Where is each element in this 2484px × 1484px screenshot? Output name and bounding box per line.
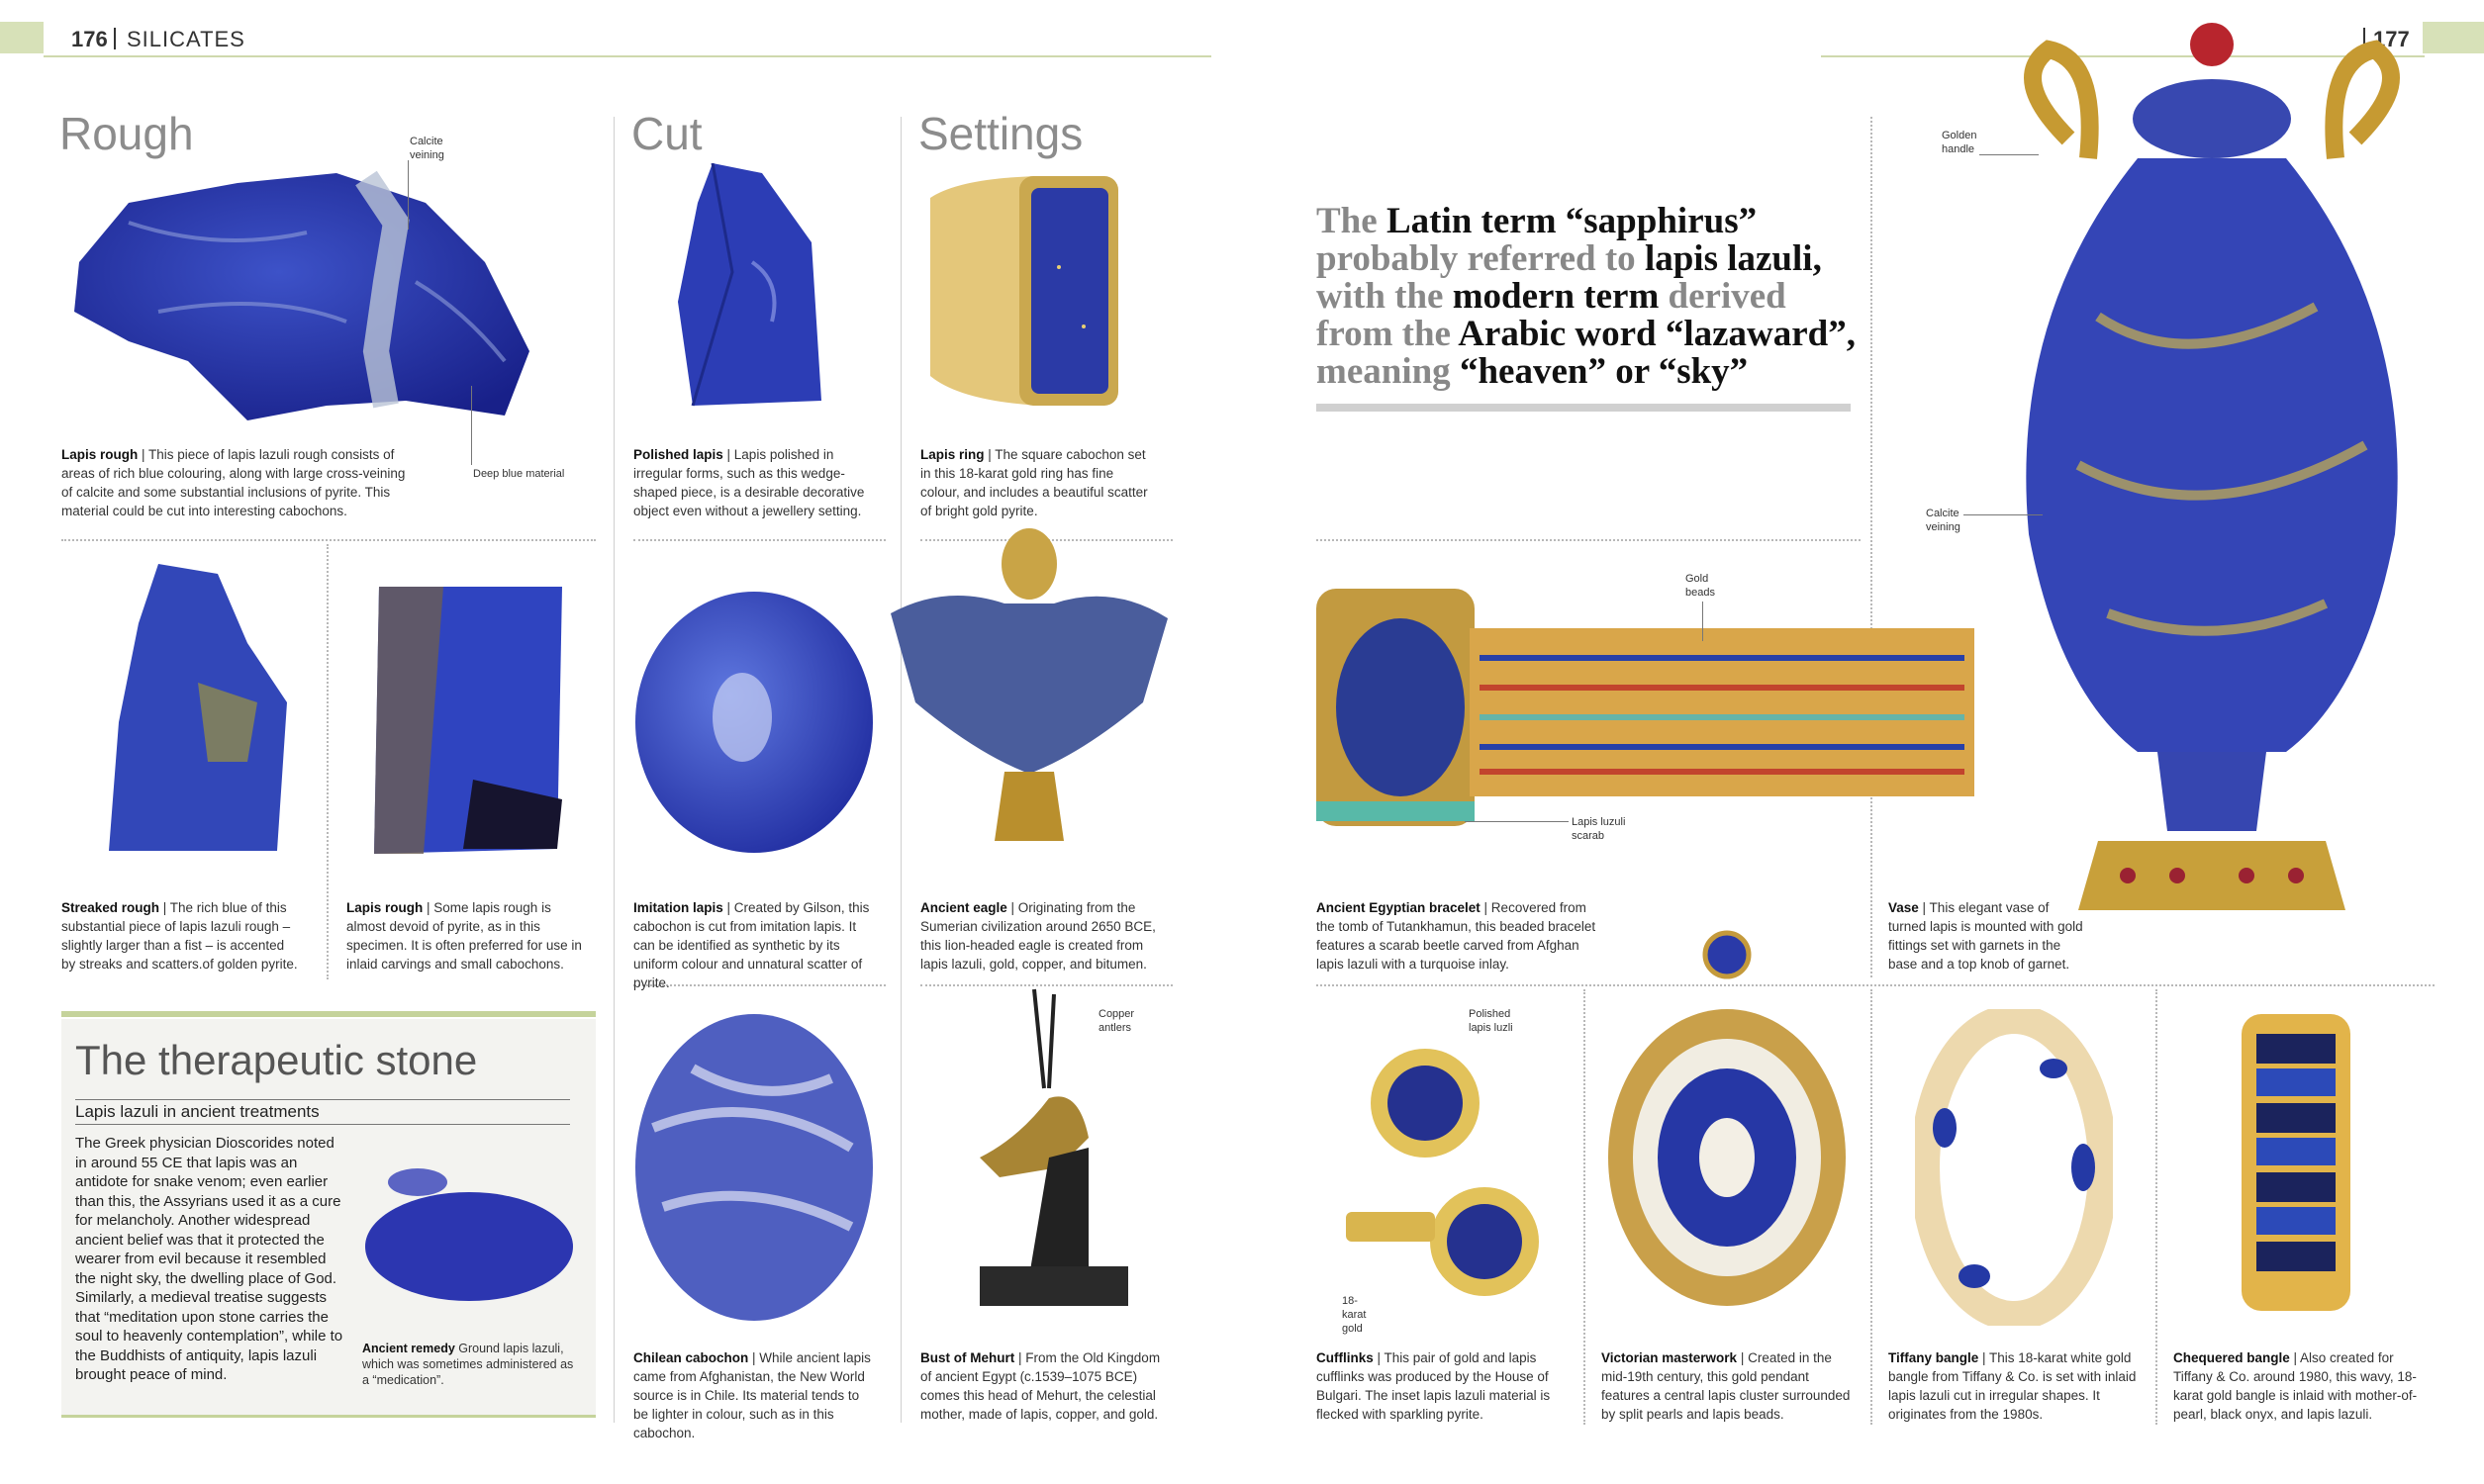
lapis-rough-2-image [364, 582, 572, 859]
streaked-rough-image [99, 564, 297, 861]
box-top-rule [61, 1011, 596, 1017]
polished-lapis-image [673, 163, 831, 411]
heading-rough: Rough [59, 108, 194, 159]
column-divider [1583, 989, 1585, 1425]
victorian-pendant-image [1598, 925, 1856, 1321]
caption-victorian: Victorian masterwork | Created in the mid-19th century, this gold pendant features a central lapis cluster surrounded by split pearls and lapis beads. [1601, 1350, 1851, 1422]
pull-quote [1316, 203, 1870, 391]
leader-line [1465, 821, 1569, 822]
caption-polished-lapis: Polished lapis | Lapis polished in irregular forms, such as this wedge-shaped piece, is a desirable decorative object even without a jewellery setting. [633, 447, 865, 518]
leader-line [1979, 154, 2039, 155]
lapis-rough-image [69, 163, 534, 430]
lapis-ring-image [920, 168, 1128, 416]
annotation-deep-blue: Deep blue material [473, 468, 565, 480]
annotation-18k-gold: 18-karat gold [1342, 1295, 1367, 1335]
caption-vase: Vase | This elegant vase of turned lapis is mounted with gold fittings set with garnets in the base and a top knob of garnet. [1888, 900, 2083, 972]
caption-streaked-rough: Streaked rough | The rich blue of this substantial piece of lapis lazuli rough – slightly larger than a fist – is accented by streaks and scatters.of golden pyrite. [61, 900, 298, 972]
caption-chilean-cabochon: Chilean cabochon | While ancient lapis came from Afghanistan, the New World source is in Chile. Its material tends to be lighter in colour, such as in this cabochon. [633, 1350, 871, 1440]
row-divider [633, 539, 886, 541]
caption-lapis-rough: Lapis rough | This piece of lapis lazuli rough consists of areas of rich blue colouring, along with large cross-veining of calcite and some substantial inclusions of pyrite. This material could be cut into interesting cabochons. [61, 447, 406, 518]
column-divider [327, 544, 329, 979]
quote-part: from the [1316, 314, 1459, 354]
page-number-left: 176 [71, 27, 108, 51]
header-rule-left [44, 55, 1211, 57]
quote-part: Arabic word “lazaward”, [1458, 314, 1857, 354]
row-divider [61, 539, 596, 541]
leader-line [1963, 514, 2043, 515]
quote-part: “heaven” or “sky” [1459, 351, 1749, 392]
header-separator-left [114, 28, 116, 49]
quote-part: meaning [1316, 351, 1460, 392]
box-subtitle: Lapis lazuli in ancient treatments [75, 1099, 570, 1125]
column-divider [614, 117, 615, 1423]
box-bottom-rule [61, 1415, 596, 1418]
column-divider [2155, 989, 2157, 1425]
caption-lapis-rough-2: Lapis rough | Some lapis rough is almost devoid of pyrite, as in this specimen. It is often preferred for use in inlaid carvings and small cabochons. [346, 900, 582, 972]
quote-part: modern term [1452, 276, 1669, 317]
quote-part: The [1316, 201, 1386, 241]
egyptian-bracelet-image [1311, 569, 1984, 836]
row-divider [1316, 539, 1861, 541]
section-title: SILICATES [127, 27, 245, 51]
box-title: The therapeutic stone [75, 1037, 478, 1083]
quote-part: Latin term “sapphirus” [1385, 201, 1758, 241]
vase-image [1989, 20, 2435, 960]
annotation-lapis-scarab: Lapis luzuli scarab [1572, 816, 1626, 842]
header-bar-left [0, 22, 44, 53]
caption-ancient-eagle: Ancient eagle | Originating from the Sumerian civilization around 2650 BCE, this lion-headed eagle is created from lapis lazuli, gold, copper, and bitumen. [920, 900, 1156, 972]
row-divider [1316, 984, 2435, 986]
caption-lapis-ring: Lapis ring | The square cabochon set in this 18-karat gold ring has fine colour, and includes a beautiful scatter of bright gold pyrite. [920, 447, 1148, 518]
column-divider [1870, 989, 1872, 1425]
heading-settings: Settings [918, 108, 1084, 159]
page-number-right: 177 [2373, 27, 2410, 51]
annotation-calcite-veining: Calcite veining [410, 136, 444, 161]
annotation-gold-beads: Gold beads [1685, 573, 1715, 599]
heading-cut: Cut [631, 108, 703, 159]
quote-part: derived [1668, 276, 1786, 317]
quote-rule [1316, 404, 1851, 412]
quote-part: probably referred to [1316, 238, 1645, 279]
annotation-polished-lapis: Polished lapis luzli [1469, 1008, 1513, 1034]
lapis-powder-image [358, 1153, 581, 1316]
caption-tiffany: Tiffany bangle | This 18-karat white gold bangle from Tiffany & Co. is set with inlaid lapis lazuli cut in irregular shapes. It originates from the 1980s. [1888, 1350, 2137, 1422]
leader-line [408, 160, 409, 230]
caption-egyptian-bracelet: Ancient Egyptian bracelet | Recovered from the tomb of Tutankhamun, this beaded bracelet features a scarab beetle carved from Afghan lapis lazuli with a turquoise inlay. [1316, 900, 1596, 972]
cufflinks-image [1336, 1044, 1544, 1311]
caption-bust-mehurt: Bust of Mehurt | From the Old Kingdom of ancient Egypt (c.1539–1075 BCE) comes this head of Mehurt, the celestial mother, made of lapis, copper, and gold. [920, 1350, 1161, 1422]
tiffany-bangle-image [1915, 1009, 2113, 1326]
caption-chequered: Chequered bangle | Also created for Tiffany & Co. around 1980, this wavy, 18-karat gold bangle is inlaid with mother-of-pearl, black onyx, and lapis lazuli. [2173, 1350, 2418, 1422]
imitation-lapis-image [633, 589, 876, 856]
quote-part: with the [1316, 276, 1453, 317]
column-divider [1870, 117, 1872, 977]
caption-cufflinks: Cufflinks | This pair of gold and lapis cufflinks was produced by the House of Bulgari. The inset lapis lazuli material is flecked with sparkling pyrite. [1316, 1350, 1551, 1422]
leader-line [471, 386, 472, 465]
annotation-calcite-veining-vase: Calcite veining [1926, 508, 1960, 533]
caption-imitation-lapis: Imitation lapis | Created by Gilson, this cabochon is cut from imitation lapis. It can be identified as synthetic by its uniform colour and unnatural scatter of pyrite. [633, 900, 870, 990]
annotation-copper-antlers: Copper antlers [1099, 1008, 1135, 1034]
leader-line [1702, 602, 1703, 641]
remedy-caption: Ancient remedy Ground lapis lazuli, which was sometimes administered as a “medication”. [362, 1342, 574, 1387]
quote-part: lapis lazuli, [1644, 238, 1822, 279]
annotation-golden-handle: Golden handle [1942, 130, 1977, 155]
chequered-bangle-image [2222, 1004, 2370, 1321]
chilean-cabochon-image [633, 1009, 876, 1326]
ancient-eagle-image [886, 524, 1173, 851]
box-body: The Greek physician Dioscorides noted in around 55 CE that lapis was an antidote for snake venom; even earlier than this, the Assyrians used it as a cure for melancholy. Another widespread ancient belief was that it protected the wearer from evil because it resembled the night sky, the dwelling place of God. Similarly, a medieval treatise suggests that “meditation upon stone carries the soul to heavenly contemplation”, while to the Buddhists of antiquity, lapis lazuli brought peace of mind. [75, 1135, 343, 1383]
